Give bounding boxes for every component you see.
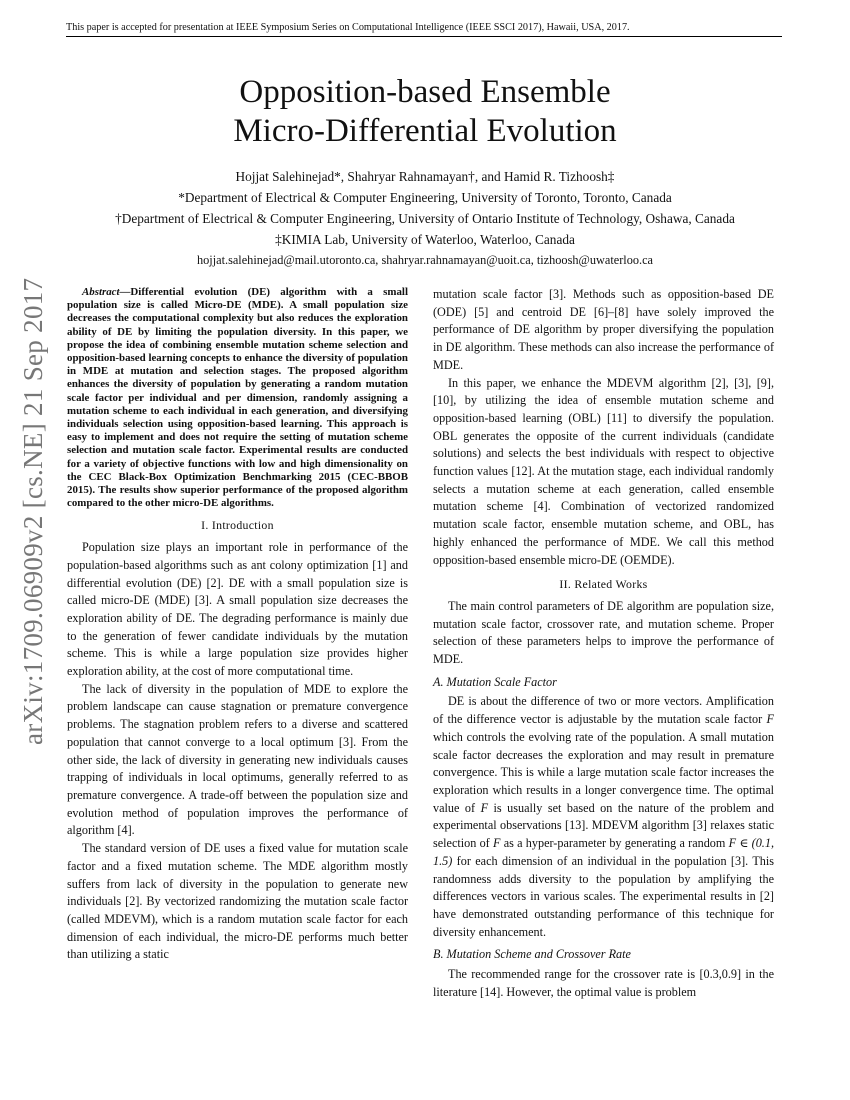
variable-F: F: [766, 712, 774, 727]
title-line-2: Micro-Differential Evolution: [233, 113, 617, 149]
variable-F: F: [493, 836, 501, 851]
range-expression: F ∈ (0.1, 1.5): [433, 836, 774, 868]
affiliation-1: *Department of Electrical & Computer Engineering, University of Toronto, Toronto, Canada: [178, 190, 672, 205]
section-heading-introduction: I. Introduction: [201, 518, 274, 533]
author-names: Hojjat Salehinejad*, Shahryar Rahnamayan†, and Hamid R. Tizhoosh‡: [235, 169, 615, 184]
intro-paragraph-2: The lack of diversity in the population of MDE to explore the problem landscape can cause stagnation or premature convergence problems. The stagnation problem refers to a diverse and scattered population that cannot converge to a local optimum [3]. From the other side, the lack of diversity in generating new individuals causes trapping of individuals in local optimums, generally referred to as premature convergence. A trade-off between the population size and evolution method of population improves the performance of algorithm [4].: [67, 681, 408, 838]
intro-paragraph-4: mutation scale factor [3]. Methods such as opposition-based DE (ODE) [5] and centroid DE [6]–[8] have solely improved the performance of DE algorithm by proper diversifying the population in DE algorithm. These methods can also increase the performance of MDE.: [433, 287, 774, 372]
author-emails: hojjat.salehinejad@mail.utoronto.ca, shahryar.rahnamayan@uoit.ca, tizhoosh@uwaterloo.ca: [196, 253, 654, 267]
right-column: [433, 286, 774, 1001]
paper-title: [0, 73, 850, 151]
title-line-1: Opposition-based Ensemble: [239, 74, 611, 110]
abstract-label: Abstract: [82, 286, 120, 298]
mutation-scale-paragraph: DE is about the difference of two or more vectors. Amplification of the difference vector is adjustable by the mutation scale factor F which controls the evolving rate of the population. A small mutation scale factor decreases the exploration and may result in premature convergence. This is while a large mutation scale factor increases the exploration which results in a longer convergence time. The optimal value of F is usually set based on the nature of the problem and experimental observations [13]. MDEVM algorithm [3] relaxes static selection of F as a hyper-parameter by generating a random F ∈ (0.1, 1.5) for each dimension of an individual in the population [3]. This randomness adds diversity to the population by amplifying the differences vectors in various scales. The experimental results in [2] have demonstrated outstanding performance of this technique for diversity enhancement.: [433, 694, 774, 939]
intro-paragraph-1: Population size plays an important role in performance of the population-based algorithms such as ant colony optimization [1] and differential evolution (DE) [2]. DE with a small population size is called micro-DE (MDE) [3]. A small population size decreases the exploration ability of DE. The degrading performance is mainly due to the generation of fewer candidate individuals by the mutation scheme. This is while a large population size provides higher exploration ability, at the cost of more computational time.: [67, 540, 408, 679]
intro-paragraph-5: In this paper, we enhance the MDEVM algorithm [2], [3], [9], [10], by utilizing the idea of ensemble mutation scheme and opposition-based learning (OBL) [11] to diversify the population. OBL generates the opposite of the current individuals (candidate solutions) and selects the best individuals with respect to objective function values [12]. At the mutation stage, each individual randomly selects a mutation scheme at each generation, called ensemble mutation scheme [4]. Combination of vectorized randomized mutation scale factor, ensemble mutation scheme, and OBL, has highly enhanced the performance of MDE. We call this method opposition-based ensemble micro-DE (OEMDE).: [433, 375, 774, 567]
intro-paragraph-3: The standard version of DE uses a fixed value for mutation scale factor and a fixed mutation scheme. The MDE algorithm mostly suffers from lack of diversity in the population to generate new individuals [2]. By vectorized randomizing the mutation scale factor (called MDEVM), which is a random mutation scale factor for each dimension of each individual, the micro-DE performs much better than utilizing a static: [67, 841, 408, 962]
subsection-heading-mutation-scheme: B. Mutation Scheme and Crossover Rate: [433, 947, 631, 962]
subsection-heading-mutation-scale: A. Mutation Scale Factor: [433, 674, 557, 689]
related-paragraph-1: The main control parameters of DE algorithm are population size, mutation scale factor, crossover rate, and mutation scheme. Proper selection of these parameters helps to improve the performance of MDE.: [433, 598, 774, 667]
abstract-text: —Differential evolution (DE) algorithm with a small population size is called Micro-DE (MDE). A small population size decreases the computational complexity but also reduces the exploration ability of DE by limiting the population diversity. In this paper, we propose the idea of combining ensemble mutation scheme selection and opposition-based learning concepts to enhance the diversity of population in MDE at mutation and selection stages. The proposed algorithm enhances the diversity of population by generating a random mutation scale factor per individual and per dimension, randomly assigning a mutation scheme to each individual in each generation, and diversifying individuals selection using opposition-based learning. This approach is easy to implement and does not require the setting of mutation scheme selection and mutation scale factor. Experimental results are conducted for a variety of objective functions with low and high dimensionality on the CEC Black-Box Optimization Benchmarking 2015 (CEC-BBOB 2015). The results show superior performance of the proposed algorithm compared to the other micro-DE algorithms.: [67, 286, 408, 510]
arxiv-stamp: arXiv:1709.06909v2 [cs.NE] 21 Sep 2017: [18, 277, 48, 745]
affiliation-3: ‡KIMIA Lab, University of Waterloo, Waterloo, Canada: [275, 232, 575, 247]
author-block: [0, 166, 850, 271]
variable-F: F: [480, 800, 489, 815]
section-heading-related-works: II. Related Works: [559, 577, 648, 592]
acceptance-note: This paper is accepted for presentation at IEEE Symposium Series on Computational Intelligence (IEEE SSCI 2017), Hawaii, USA, 2017.: [66, 22, 782, 37]
crossover-paragraph: The recommended range for the crossover rate is [0.3,0.9] in the literature [14]. However, the optimal value is problem: [433, 967, 774, 999]
affiliation-2: †Department of Electrical & Computer Engineering, University of Ontario Institute of Technology, Oshawa, Canada: [115, 211, 735, 226]
abstract: [67, 286, 408, 510]
left-column: [67, 286, 408, 964]
